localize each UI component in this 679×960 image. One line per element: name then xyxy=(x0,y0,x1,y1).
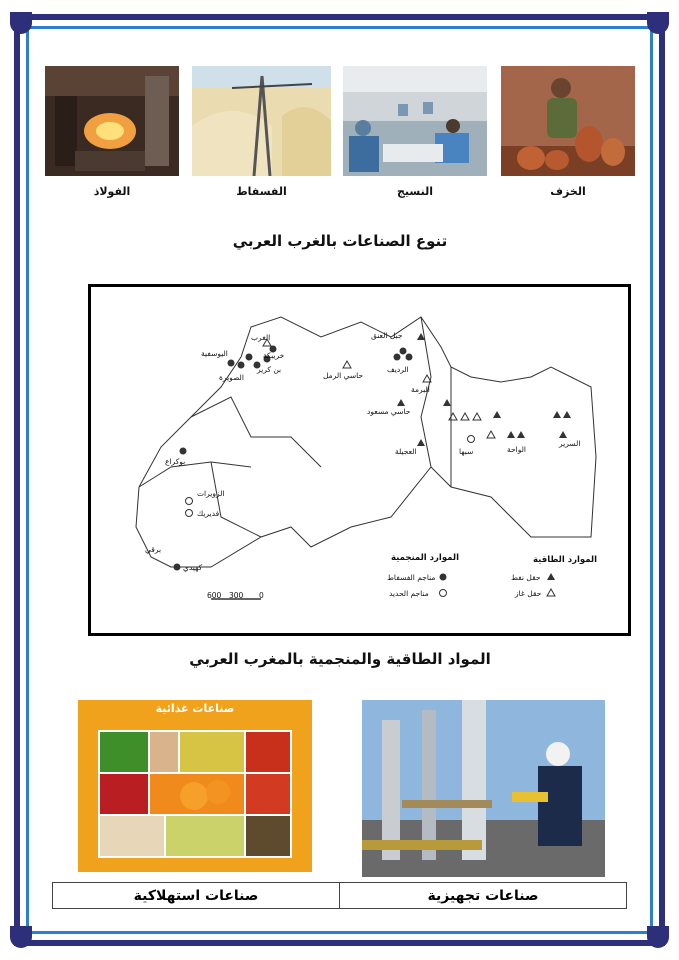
steel-mill-photo xyxy=(45,66,179,176)
photo-caption: الفولاذ xyxy=(93,185,131,198)
resources-map xyxy=(88,284,631,636)
place-label: الغرب xyxy=(251,333,271,342)
photo-caption: الفسفاط xyxy=(236,185,287,198)
legend-mining-title: الموارد المنجمية xyxy=(391,553,459,563)
scale-label: 300 xyxy=(229,591,244,600)
place-label: العجيلة xyxy=(395,447,417,456)
place-label: الزويرات xyxy=(197,489,225,498)
place-label: سبها xyxy=(459,447,474,456)
legend-oil-label: حقل نفط xyxy=(511,573,541,582)
place-label: برقي xyxy=(145,545,162,554)
place-label: البرمة xyxy=(411,385,430,394)
corner-ornament xyxy=(647,12,669,34)
place-label: بوكراع xyxy=(165,457,186,466)
section-title-industries: تنوع الصناعات بالغرب العربي xyxy=(232,232,448,250)
place-label: اليوسفية xyxy=(201,349,228,358)
photo-caption: النسيج xyxy=(396,185,433,198)
food-box-title: صناعات غذائية xyxy=(155,702,235,715)
place-label: السرير xyxy=(559,439,581,448)
place-label: الصويرة xyxy=(219,373,244,382)
legend-phosphate-label: مناجم الفسفاط xyxy=(387,573,436,582)
corner-ornament xyxy=(647,926,669,948)
legend-energy-title: الموارد الطاقية xyxy=(533,555,598,565)
place-label: خريبكة xyxy=(263,351,285,360)
place-label: جبل العنق xyxy=(371,331,403,340)
place-label: بن كرير xyxy=(257,365,282,374)
place-label: فديريك xyxy=(197,509,220,518)
corner-ornament xyxy=(10,926,32,948)
place-label: حاسي مسعود xyxy=(367,407,411,416)
section-title-resources: المواد الطاقية والمنجمية بالمغرب العربي xyxy=(189,650,491,668)
legend-gas-label: حقل غاز xyxy=(515,589,542,598)
corner-ornament xyxy=(10,12,32,34)
scale-label: 600 xyxy=(207,591,222,600)
phosphate-photo xyxy=(192,66,331,176)
photo-caption: الخزف xyxy=(550,185,586,198)
legend-iron-label: مناجم الحديد xyxy=(389,589,429,598)
textile-factory-photo xyxy=(343,66,487,176)
place-label: الواحة xyxy=(507,445,526,454)
scale-label: 0 xyxy=(259,591,264,600)
equipment-industries-photo xyxy=(362,700,605,877)
pottery-photo xyxy=(501,66,635,176)
food-industries-photo xyxy=(78,700,312,872)
place-label: حاسي الرمل xyxy=(323,371,364,380)
industry-type-labels xyxy=(52,882,627,909)
equipment-industries-label: صناعات تجهيزية xyxy=(339,883,626,908)
place-label: كهيدي xyxy=(183,563,203,572)
consumer-industries-label: صناعات استهلاكية xyxy=(133,887,259,904)
place-label: الرديف xyxy=(387,365,409,374)
